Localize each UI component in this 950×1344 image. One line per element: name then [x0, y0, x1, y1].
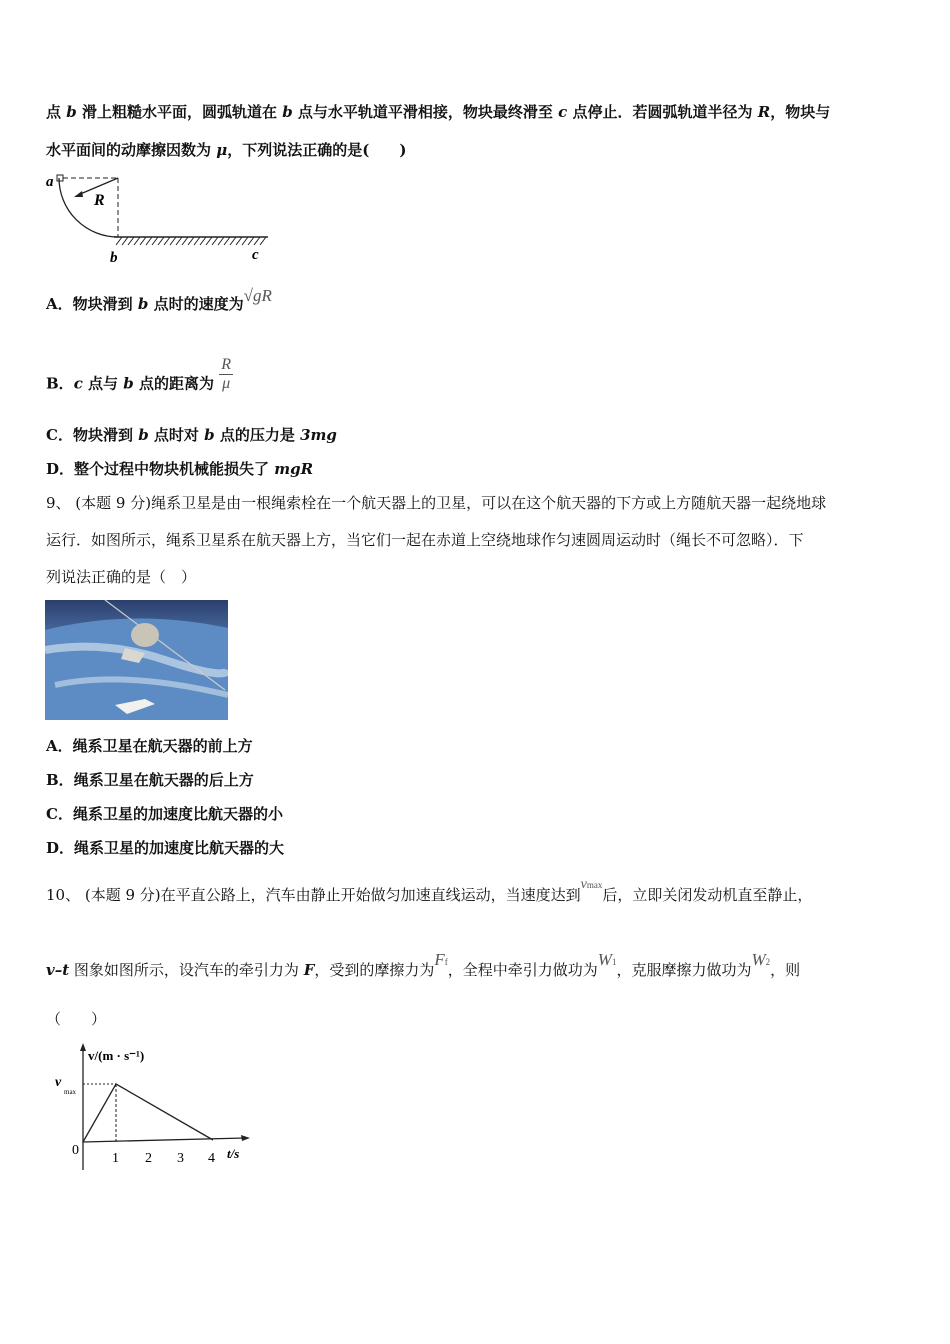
q10-stem-line1 — [46, 877, 813, 907]
q9-option-d[interactable] — [46, 838, 284, 858]
velocity-line — [83, 1084, 213, 1142]
Ff-symbol — [434, 950, 447, 969]
q9-stem-line3: 列说法正确的是（ ） — [46, 568, 197, 586]
origin-label: 0 — [72, 1143, 79, 1158]
var: b — [138, 426, 149, 444]
q10-stem-line2 — [46, 950, 801, 982]
q8-option-d[interactable] — [46, 459, 313, 479]
q8-option-a[interactable] — [46, 286, 272, 314]
text: 点时的速度为 — [148, 295, 244, 313]
vt-graph — [50, 1040, 260, 1175]
label-c: c — [252, 247, 259, 263]
vmax-sub: max — [64, 1088, 77, 1096]
text: 后，立即关闭发动机直至静止， — [602, 886, 813, 904]
option-letter: C． — [46, 805, 73, 823]
var: R — [757, 103, 771, 121]
q9-option-b[interactable] — [46, 770, 254, 790]
text: 点与 — [82, 374, 124, 393]
sqrt-gR: √gR — [243, 286, 272, 305]
var: b — [204, 426, 215, 444]
block — [57, 175, 63, 181]
x-axis-label: t/s — [227, 1146, 240, 1161]
text: 点 — [46, 103, 67, 121]
var: μ — [216, 141, 228, 159]
text: 10、 (本题 9 分)在平直公路上，汽车由静止开始做匀加速直线运动，当速度达到 — [46, 886, 581, 904]
text: 物块滑到 — [72, 426, 139, 444]
sub: 2 — [765, 957, 771, 967]
q8-stem-line1 — [46, 102, 830, 122]
W2-symbol — [751, 950, 770, 969]
fraction-R-over-mu — [219, 356, 233, 393]
q10-answer-blank: （ ） — [46, 1010, 107, 1028]
var: v–t — [46, 961, 70, 979]
W1-symbol — [598, 950, 617, 969]
q8-stem-line2 — [46, 140, 406, 160]
text: 滑上粗糙水平面，圆弧轨道在 — [76, 103, 283, 121]
q9-stem-line2: 运行．如图所示，绳系卫星系在航天器上方，当它们一起在赤道上空绕地球作匀速圆周运动时（绳长不可忽略）．下 — [46, 531, 804, 549]
text: 点与水平轨道平滑相接，物块最终滑至 — [292, 103, 559, 121]
denominator: μ — [222, 375, 231, 392]
label-R: R — [94, 192, 105, 209]
var: c — [558, 103, 568, 121]
text: ，下列说法正确的是( ) — [227, 141, 407, 159]
numerator: R — [221, 356, 232, 373]
value: 3mg — [300, 426, 337, 444]
var: F — [303, 961, 315, 979]
tethered-satellite-photo — [45, 600, 228, 720]
q9-stem-line1: 9、 (本题 9 分)绳系卫星是由一根绳索栓在一个航天器上的卫星，可以在这个航天器的下方或上方随航天器一起绕地球 — [46, 494, 827, 512]
arc-track-diagram — [44, 170, 274, 265]
sub: 1 — [611, 957, 617, 967]
text: 水平面间的动摩擦因数为 — [46, 141, 217, 159]
x-tick-1: 1 — [112, 1151, 119, 1166]
x-axis — [83, 1138, 245, 1142]
y-axis-label: v/(m · s⁻¹) — [88, 1048, 145, 1063]
var: b — [123, 374, 134, 393]
text: ，全程中牵引力做功为 — [447, 961, 598, 979]
x-tick-4: 4 — [208, 1151, 215, 1166]
text: 图象如图所示，设汽车的牵引力为 — [69, 961, 304, 979]
option-letter: D． — [46, 839, 75, 857]
var: b — [66, 103, 77, 121]
label-a: a — [46, 174, 54, 190]
option-letter: C． — [46, 426, 73, 444]
x-tick-3: 3 — [177, 1151, 184, 1166]
option-letter: B． — [46, 374, 74, 393]
value: mgR — [274, 460, 314, 478]
q9-option-c[interactable] — [46, 804, 283, 824]
text: ，受到的摩擦力为 — [314, 961, 435, 979]
text: ，物块与 — [770, 103, 831, 121]
option-letter: A． — [46, 737, 73, 755]
var: c — [73, 374, 83, 393]
sub: max — [586, 880, 603, 890]
option-text: 绳系卫星在航天器的后上方 — [73, 771, 254, 789]
option-letter: D． — [46, 460, 75, 478]
text: 点停止．若圆弧轨道半径为 — [567, 103, 758, 121]
q8-option-c[interactable] — [46, 425, 337, 445]
option-text: 绳系卫星在航天器的前上方 — [72, 737, 253, 755]
F: F — [434, 950, 445, 969]
W: W — [751, 950, 766, 969]
W: W — [597, 950, 612, 969]
var: b — [282, 103, 293, 121]
v: v — [580, 877, 587, 892]
text: 整个过程中物块机械能损失了 — [74, 460, 275, 478]
text: 点的压力是 — [214, 426, 301, 444]
option-letter: A． — [46, 295, 73, 313]
q8-option-b[interactable] — [46, 356, 233, 403]
v: v — [55, 1075, 62, 1090]
text: 物块滑到 — [72, 295, 138, 313]
label-b: b — [110, 250, 118, 265]
text: 点的距离为 — [133, 374, 215, 393]
vmax-label — [55, 1075, 62, 1090]
text: ，克服摩擦力做功为 — [616, 961, 752, 979]
option-text: 绳系卫星的加速度比航天器的大 — [74, 839, 285, 857]
arc-track — [59, 178, 118, 237]
vmax-symbol — [581, 877, 603, 892]
x-tick-2: 2 — [145, 1151, 152, 1166]
sub: f — [444, 957, 448, 967]
var: b — [137, 295, 149, 313]
q9-option-a[interactable] — [46, 736, 253, 756]
option-text: 绳系卫星的加速度比航天器的小 — [72, 805, 283, 823]
text: ，则 — [770, 961, 801, 979]
text: 点时对 — [148, 426, 205, 444]
option-letter: B． — [46, 771, 74, 789]
